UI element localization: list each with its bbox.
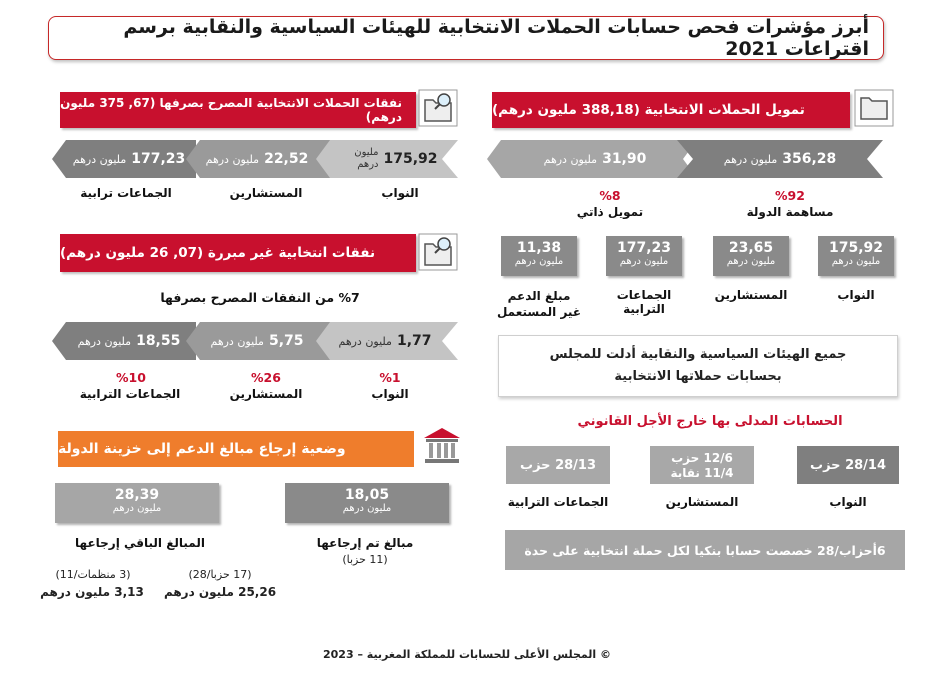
- folder-search-icon: [416, 86, 460, 134]
- box-unused-support: 11,38 مليون درهم: [501, 236, 577, 276]
- late-label-deputies: النواب: [829, 495, 867, 509]
- unjustified-sub: %7 من النفقات المصرح بصرفها: [160, 290, 360, 305]
- state-pct: %92: [775, 188, 805, 203]
- spent-deputies: 175,92 مليون درهم: [354, 147, 438, 170]
- spent-territorial: 177,23 مليون درهم: [72, 151, 186, 167]
- self-label: تمويل ذاتي: [576, 205, 644, 219]
- unjustified-banner: نفقات انتخابية غير مبررة (07, 26 مليون درهم): [60, 234, 416, 272]
- rem-parties-amount: 25,26 مليون درهم: [163, 585, 277, 599]
- folder-icon: [852, 86, 896, 134]
- folder-search-icon-2: [416, 230, 460, 278]
- unjust-pct-deputies: %1: [379, 370, 401, 385]
- spent-label-territorial: الجماعات ترابية: [80, 186, 172, 200]
- page-title: أبرز مؤشرات فحص حسابات الحملات الانتخابية للهيئات السياسية والنقابية برسم اقتراعات 2021: [123, 16, 869, 60]
- spent-label-councilors: المستشارين: [229, 186, 303, 200]
- refunded-box: 18,05 مليون درهم: [285, 483, 449, 523]
- late-deputies: 28/14 حزب: [797, 446, 899, 484]
- self-funding-value: 31,90 مليون درهم: [543, 151, 647, 167]
- refunded-sub: (11 حزبا): [342, 553, 388, 566]
- label-unused-support: مبلغ الدعم غير المستعمل: [496, 289, 582, 319]
- state-funding-value: 356,28 مليون درهم: [723, 151, 837, 167]
- box-deputies: 175,92 مليون درهم: [818, 236, 894, 276]
- footer-copyright: © المجلس الأعلى للحسابات للمملكة المغربية – 2023: [322, 648, 611, 661]
- unjust-label-territorial: الجماعات الترابية: [79, 387, 181, 401]
- late-territorial: 28/13 حزب: [506, 446, 610, 484]
- unjust-label-councilors: المستشارين: [229, 387, 303, 401]
- notice-box: [498, 335, 898, 397]
- label-deputies: النواب: [837, 288, 875, 302]
- treasury-icon: [420, 424, 464, 472]
- state-label: مساهمة الدولة: [746, 205, 834, 219]
- unjust-pct-territorial: %10: [116, 370, 146, 385]
- spent-banner: نفقات الحملات الانتخابية المصرح بصرفها (67, 375 مليون درهم): [60, 92, 416, 128]
- label-councilors: المستشارين: [714, 288, 788, 302]
- late-label-councilors: المستشارين: [665, 495, 739, 509]
- late-label-territorial: الجماعات الترابية: [507, 495, 609, 509]
- rem-orgs-amount: 3,13 مليون درهم: [40, 585, 144, 599]
- remaining-box: 28,39 مليون درهم: [55, 483, 219, 523]
- unjust-label-deputies: النواب: [371, 387, 409, 401]
- funding-banner: تمويل الحملات الانتخابية (388,18 مليون درهم): [492, 92, 850, 128]
- bank-note-box: [505, 530, 905, 570]
- unjust-pct-councilors: %26: [251, 370, 281, 385]
- rem-parties: (17 حزبا/28): [188, 568, 252, 581]
- refund-banner: وضعية إرجاع مبالغ الدعم إلى خزينة الدولة: [58, 431, 414, 467]
- self-pct: %8: [599, 188, 621, 203]
- unjust-councilors: 5,75 مليون درهم: [210, 333, 304, 349]
- title-box: [48, 16, 884, 60]
- box-territorial: 177,23 مليون درهم: [606, 236, 682, 276]
- notice-text: جميع الهيئات السياسية والنقابية أدلت للمجلس بحسابات حملاتها الانتخابية: [549, 347, 847, 384]
- rem-orgs: (3 منظمات/11): [55, 568, 131, 581]
- spent-label-deputies: النواب: [381, 186, 419, 200]
- unjust-deputies: 1,77 مليون درهم: [338, 333, 432, 349]
- late-councilors: 12/6 حزب 11/4 نقابة: [650, 446, 754, 484]
- late-title: الحسابات المدلى بها خارج الأجل القانوني: [577, 414, 843, 429]
- refunded-label: مبالغ تم إرجاعها: [316, 536, 414, 550]
- spent-councilors: 22,52 مليون درهم: [205, 151, 309, 167]
- box-councilors: 23,65 مليون درهم: [713, 236, 789, 276]
- label-territorial: الجماعات الترابية: [616, 288, 672, 316]
- unjust-territorial: 18,55 مليون درهم: [77, 333, 181, 349]
- remaining-label: المبالغ الباقي إرجاعها: [75, 536, 205, 550]
- bank-note-text: 6أحزاب/28 خصصت حسابا بنكيا لكل حملة انتخابية على حدة: [524, 542, 886, 558]
